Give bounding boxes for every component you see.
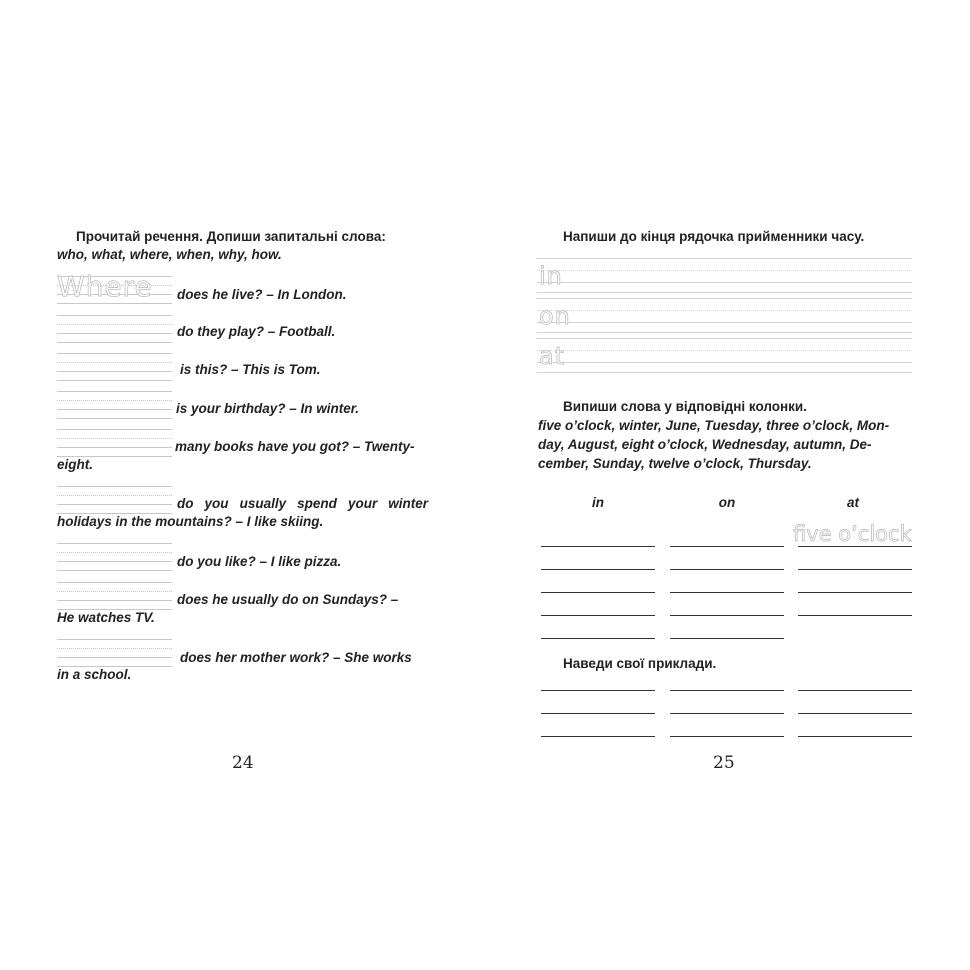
word-bank: who, what, where, when, why, how.: [57, 247, 282, 262]
answer-line-on[interactable]: [670, 569, 784, 570]
example-line[interactable]: [798, 736, 912, 737]
sentence-continuation: in a school.: [57, 667, 132, 682]
writing-line[interactable]: [57, 353, 172, 381]
exercise-instruction: Напиши до кінця рядочка прийменники часу.: [563, 229, 865, 244]
exercise-instruction: Наведи свої приклади.: [563, 656, 717, 671]
exercise-instruction: Випиши слова у відповідні колонки.: [563, 399, 807, 414]
column-header-on: on: [718, 495, 736, 510]
sentence-text: is your birthday? – In winter.: [176, 401, 360, 416]
traced-preposition: in: [539, 262, 563, 290]
traced-preposition: at: [539, 342, 566, 370]
sentence-text: do you usually spend your winter: [177, 496, 428, 511]
word-list-line: cember, Sunday, twelve o’clock, Thursday.: [538, 456, 812, 471]
column-header-in: in: [592, 495, 604, 510]
writing-line[interactable]: [57, 315, 172, 343]
writing-line[interactable]: [57, 543, 172, 571]
example-traced-word: Where: [57, 270, 153, 303]
example-line[interactable]: [670, 736, 784, 737]
page-number: 25: [713, 753, 735, 773]
answer-line-on[interactable]: [670, 546, 784, 547]
word-list-line: day, August, eight o’clock, Wednesday, autumn, De-: [538, 437, 872, 452]
sentence-text: many books have you got? – Twenty-: [175, 439, 415, 454]
sentence-text: do you like? – I like pizza.: [177, 554, 342, 569]
answer-line-in[interactable]: [541, 638, 655, 639]
sentence-text: does he live? – In London.: [177, 287, 347, 302]
writing-line[interactable]: [537, 258, 912, 292]
writing-line[interactable]: [537, 338, 912, 372]
sentence-continuation: He watches TV.: [57, 610, 155, 625]
example-line[interactable]: [798, 713, 912, 714]
example-line[interactable]: [541, 690, 655, 691]
example-line[interactable]: [798, 690, 912, 691]
answer-line-at[interactable]: [798, 546, 912, 547]
writing-line[interactable]: [57, 639, 172, 667]
answer-line-on[interactable]: [670, 615, 784, 616]
writing-line[interactable]: [57, 582, 172, 610]
traced-preposition: on: [539, 302, 571, 330]
example-line[interactable]: [670, 690, 784, 691]
writing-line[interactable]: [57, 429, 172, 457]
page-number: 24: [232, 753, 254, 773]
example-line[interactable]: [670, 713, 784, 714]
answer-line-in[interactable]: [541, 592, 655, 593]
word-list-line: five o’clock, winter, June, Tuesday, three o’clock, Mon-: [538, 418, 890, 433]
sentence-text: do they play? – Football.: [177, 324, 336, 339]
answer-line-on[interactable]: [670, 638, 784, 639]
sentence-continuation: eight.: [57, 457, 93, 472]
sentence-continuation: holidays in the mountains? – I like skiing.: [57, 514, 324, 529]
writing-line[interactable]: [537, 298, 912, 332]
writing-line[interactable]: [57, 391, 172, 419]
answer-line-at[interactable]: [798, 615, 912, 616]
answer-line-in[interactable]: [541, 615, 655, 616]
sentence-text: does her mother work? – She works: [180, 650, 412, 665]
sentence-text: does he usually do on Sundays? –: [177, 592, 399, 607]
example-line[interactable]: [541, 736, 655, 737]
exercise-instruction: Прочитай речення. Допиши запитальні слова:: [76, 229, 386, 244]
sentence-text: is this? – This is Tom.: [180, 362, 321, 377]
example-answer: five o’clock: [793, 522, 912, 546]
answer-line-on[interactable]: [670, 592, 784, 593]
answer-line-at[interactable]: [798, 592, 912, 593]
example-line[interactable]: [541, 713, 655, 714]
answer-line-in[interactable]: [541, 546, 655, 547]
writing-line[interactable]: [57, 486, 172, 514]
answer-line-in[interactable]: [541, 569, 655, 570]
column-header-at: at: [846, 495, 859, 510]
answer-line-at[interactable]: [798, 569, 912, 570]
